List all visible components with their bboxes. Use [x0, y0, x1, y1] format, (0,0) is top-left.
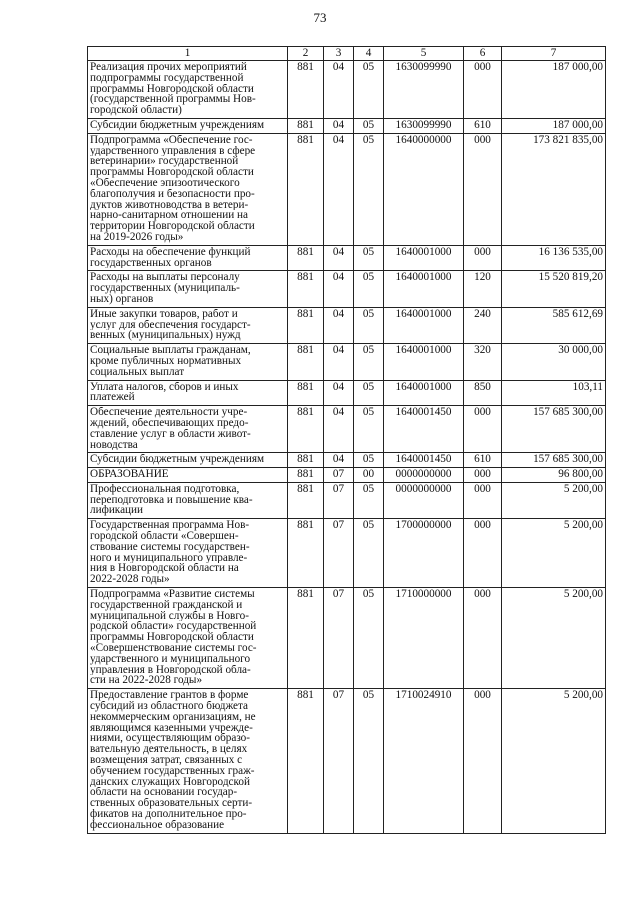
table-row [88, 468, 606, 483]
row-name-line: Субсидии бюджетным учреждениям [90, 454, 265, 466]
expense-type-code: 000 [464, 482, 502, 518]
column-header: 3 [324, 47, 354, 61]
section-code: 07 [324, 519, 354, 588]
row-name-line: лификации [90, 505, 143, 517]
expense-type-code: 320 [464, 344, 502, 380]
row-name-line: благополучия и безопасности про- [90, 188, 255, 200]
row-name-line: Подпрограмма «Развитие системы [90, 589, 255, 600]
row-name-line: субсидий из областного бюджета [90, 701, 248, 712]
subsection-code: 05 [354, 588, 384, 689]
expense-type-code: 000 [464, 519, 502, 588]
subsection-code: 05 [354, 519, 384, 588]
row-name-line: государственных органов [90, 257, 212, 269]
table-row [88, 133, 606, 245]
row-name-line: услуг для обеспечения государст- [90, 319, 251, 331]
section-code: 04 [324, 271, 354, 307]
row-name-line: являющимся казенными учрежде- [90, 722, 253, 734]
row-name-line: дуктов животноводства в ветери- [90, 199, 249, 211]
row-name-line: данских служащих Новгородской [90, 776, 250, 788]
row-name-line: сти на 2022-2028 годы» [90, 675, 203, 687]
row-name-line: программы Новгородской области [90, 83, 254, 95]
ministry-code: 881 [288, 118, 324, 133]
column-header: 7 [502, 47, 606, 61]
row-name [88, 271, 288, 307]
row-name [88, 468, 288, 483]
target-article-code: 1630099990 [384, 118, 464, 133]
row-name-line: венных (муниципальных) нужд [90, 330, 241, 342]
ministry-code: 881 [288, 588, 324, 689]
target-article-code: 1640001000 [384, 245, 464, 271]
row-name-line: Обеспечение деятельности учре- [90, 407, 248, 418]
section-code: 04 [324, 453, 354, 468]
row-name-line: ных) органов [90, 293, 154, 305]
target-article-code: 0000000000 [384, 468, 464, 483]
subsection-code: 00 [354, 468, 384, 483]
table-row [88, 380, 606, 406]
expense-type-code: 240 [464, 307, 502, 343]
amount: 15 520 819,20 [502, 271, 606, 307]
table-row [88, 482, 606, 518]
row-name-line: государственной гражданской и [90, 599, 243, 611]
target-article-code: 1640001000 [384, 271, 464, 307]
amount: 103,11 [502, 380, 606, 406]
column-header: 5 [384, 47, 464, 61]
row-name-line: возмещения затрат, связанных с [90, 755, 243, 766]
subsection-code: 05 [354, 406, 384, 453]
ministry-code: 881 [288, 689, 324, 833]
subsection-code: 05 [354, 344, 384, 380]
row-name-line: городской области «Совершен- [90, 531, 239, 542]
target-article-code: 1710024910 [384, 689, 464, 833]
amount: 5 200,00 [502, 689, 606, 833]
row-name-line: Предоставление грантов в форме [90, 690, 249, 702]
target-article-code: 1640000000 [384, 133, 464, 245]
column-header: 6 [464, 47, 502, 61]
ministry-code: 881 [288, 519, 324, 588]
amount: 157 685 300,00 [502, 406, 606, 453]
row-name [88, 519, 288, 588]
row-name-line: ждений, обеспечивающих предо- [90, 417, 249, 429]
header-row [88, 47, 606, 61]
row-name-line: территории Новгородской области [90, 221, 255, 232]
subsection-code: 05 [354, 453, 384, 468]
row-name-line: кроме публичных нормативных [90, 355, 242, 367]
target-article-code: 1630099990 [384, 61, 464, 119]
table-row [88, 118, 606, 133]
row-name-line: ветеринарии» государственной [90, 156, 239, 168]
row-name-line: Социальные выплаты гражданам, [90, 345, 251, 356]
ministry-code: 881 [288, 61, 324, 119]
ministry-code: 881 [288, 133, 324, 245]
row-name-line: ударственного и муниципального [90, 653, 251, 665]
row-name-line: ставление услуг в области живот- [90, 428, 251, 440]
table-row [88, 453, 606, 468]
section-code: 04 [324, 245, 354, 271]
expense-type-code: 000 [464, 133, 502, 245]
row-name-line: программы Новгородской области [90, 632, 254, 644]
table-row [88, 271, 606, 307]
ministry-code: 881 [288, 307, 324, 343]
row-name [88, 61, 288, 119]
row-name-line: государственных (муниципаль- [90, 283, 240, 294]
row-name-line: 2022-2028 годы» [90, 574, 170, 586]
expense-type-code: 000 [464, 406, 502, 453]
row-name-line: вательную деятельность, в целях [90, 744, 248, 756]
target-article-code: 1640001000 [384, 344, 464, 380]
section-code: 04 [324, 380, 354, 406]
amount: 5 200,00 [502, 588, 606, 689]
table-row [88, 307, 606, 343]
row-name-line: Расходы на обеспечение функций [90, 246, 251, 258]
row-name-line: (государственной программы Нов- [90, 94, 256, 106]
amount: 5 200,00 [502, 482, 606, 518]
amount: 30 000,00 [502, 344, 606, 380]
expense-type-code: 000 [464, 689, 502, 833]
expense-type-code: 120 [464, 271, 502, 307]
subsection-code: 05 [354, 133, 384, 245]
row-name [88, 245, 288, 271]
row-name-line: фессиональное образование [90, 819, 225, 831]
subsection-code: 05 [354, 380, 384, 406]
row-name [88, 380, 288, 406]
row-name-line: Профессиональная подготовка, [90, 483, 240, 495]
row-name-line: ударственного управления в сфере [90, 145, 256, 157]
row-name-line: социальных выплат [90, 366, 185, 378]
table-row [88, 344, 606, 380]
ministry-code: 881 [288, 344, 324, 380]
subsection-code: 05 [354, 307, 384, 343]
ministry-code: 881 [288, 482, 324, 518]
subsection-code: 05 [354, 118, 384, 133]
subsection-code: 05 [354, 482, 384, 518]
row-name-line: обучением государственных граж- [90, 765, 255, 777]
row-name-line: Государственная программа Нов- [90, 520, 250, 532]
section-code: 04 [324, 406, 354, 453]
row-name-line: Субсидии бюджетным учреждениям [90, 119, 265, 131]
ministry-code: 881 [288, 271, 324, 307]
section-code: 04 [324, 118, 354, 133]
row-name-line: ния в Новгородской области на [90, 563, 239, 575]
table-row [88, 519, 606, 588]
row-name-line: подпрограммы государственной [90, 72, 244, 84]
expense-type-code: 000 [464, 468, 502, 483]
row-name [88, 133, 288, 245]
row-name [88, 406, 288, 453]
row-name-line: ственных образовательных серти- [90, 798, 253, 809]
table-row [88, 245, 606, 271]
section-code: 07 [324, 588, 354, 689]
expense-type-code: 610 [464, 118, 502, 133]
target-article-code: 1640001000 [384, 307, 464, 343]
row-name-line: фикатов на дополнительное про- [90, 809, 247, 820]
target-article-code: 1640001000 [384, 380, 464, 406]
table-row [88, 61, 606, 119]
ministry-code: 881 [288, 453, 324, 468]
row-name-line: области на основании государ- [90, 787, 238, 799]
subsection-code: 05 [354, 245, 384, 271]
amount: 187 000,00 [502, 61, 606, 119]
page-number: 73 [313, 10, 327, 25]
row-name-line: «Совершенствование системы гос- [90, 643, 257, 654]
row-name [88, 307, 288, 343]
target-article-code: 1700000000 [384, 519, 464, 588]
row-name-line: «Обеспечение эпизоотического [90, 177, 240, 189]
expense-type-code: 000 [464, 61, 502, 119]
amount: 96 800,00 [502, 468, 606, 483]
row-name-line: Уплата налогов, сборов и иных [90, 381, 239, 393]
budget-table [87, 46, 606, 834]
row-name-line: Реализация прочих мероприятий [90, 62, 247, 73]
table-row [88, 406, 606, 453]
expense-type-code: 000 [464, 588, 502, 689]
row-name-line: нарно-санитарном отношении на [90, 210, 248, 222]
column-header: 1 [88, 47, 288, 61]
row-name [88, 344, 288, 380]
row-name-line: некоммерческим организациям, не [90, 711, 256, 723]
section-code: 07 [324, 468, 354, 483]
amount: 5 200,00 [502, 519, 606, 588]
row-name-line: на 2019-2026 годы» [90, 231, 184, 243]
section-code: 04 [324, 133, 354, 245]
row-name [88, 118, 288, 133]
column-header: 4 [354, 47, 384, 61]
column-header: 2 [288, 47, 324, 61]
row-name [88, 689, 288, 833]
table-row [88, 689, 606, 833]
row-name-line: ниями, осуществляющим образо- [90, 733, 250, 745]
row-name [88, 482, 288, 518]
table-body [88, 61, 606, 834]
table-row [88, 588, 606, 689]
row-name-line: ствование системы государствен- [90, 541, 250, 553]
amount: 157 685 300,00 [502, 453, 606, 468]
row-name [88, 453, 288, 468]
row-name-line: новодства [90, 439, 138, 451]
expense-type-code: 610 [464, 453, 502, 468]
expense-type-code: 850 [464, 380, 502, 406]
ministry-code: 881 [288, 245, 324, 271]
row-name-line: Расходы на выплаты персоналу [90, 272, 240, 284]
ministry-code: 881 [288, 380, 324, 406]
subsection-code: 05 [354, 689, 384, 833]
ministry-code: 881 [288, 406, 324, 453]
target-article-code: 0000000000 [384, 482, 464, 518]
subsection-code: 05 [354, 61, 384, 119]
section-code: 07 [324, 689, 354, 833]
expense-type-code: 000 [464, 245, 502, 271]
target-article-code: 1640001450 [384, 453, 464, 468]
row-name-line: Подпрограмма «Обеспечение гос- [90, 134, 253, 146]
row-name-line: переподготовка и повышение ква- [90, 494, 253, 506]
amount: 187 000,00 [502, 118, 606, 133]
row-name-line: городской области) [90, 105, 182, 116]
row-name-line: родской области» государственной [90, 621, 257, 633]
amount: 16 136 535,00 [502, 245, 606, 271]
row-name-line: управления в Новгородской обла- [90, 664, 251, 676]
row-name-line: программы Новгородской области [90, 167, 254, 178]
section-code: 04 [324, 307, 354, 343]
target-article-code: 1710000000 [384, 588, 464, 689]
section-code: 04 [324, 344, 354, 380]
row-name-line: ного и муниципального управле- [90, 552, 248, 564]
row-name-line: Иные закупки товаров, работ и [90, 308, 238, 320]
row-name [88, 588, 288, 689]
target-article-code: 1640001450 [384, 406, 464, 453]
amount: 173 821 835,00 [502, 133, 606, 245]
section-code: 07 [324, 482, 354, 518]
section-code: 04 [324, 61, 354, 119]
row-name-line: ОБРАЗОВАНИЕ [90, 469, 169, 480]
row-name-line: муниципальной службы в Новго- [90, 610, 249, 622]
row-name-line: платежей [90, 392, 135, 404]
subsection-code: 05 [354, 271, 384, 307]
ministry-code: 881 [288, 468, 324, 483]
amount: 585 612,69 [502, 307, 606, 343]
